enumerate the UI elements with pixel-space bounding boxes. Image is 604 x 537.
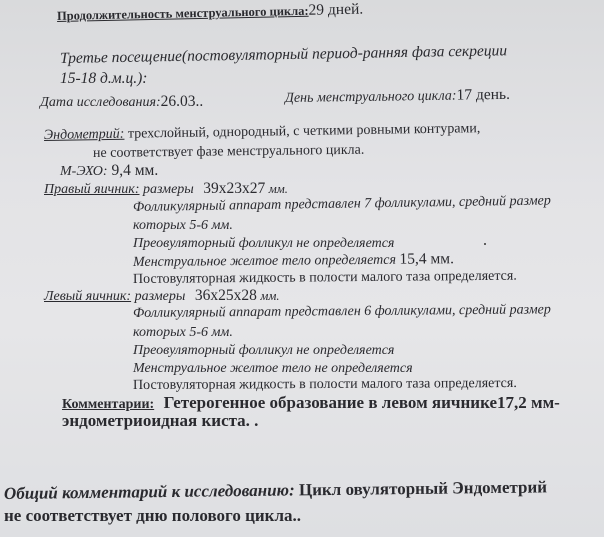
cycle-day-value: 17 день. [456, 85, 511, 104]
visit-title-line-2 [60, 71, 147, 87]
right-ovary-fluid-line [133, 269, 517, 288]
right-ovary-corpus-luteum-size: 15,4 мм. [399, 250, 455, 268]
summary-line-1 [4, 479, 547, 502]
left-ovary-label: Левый яичник: [44, 289, 132, 304]
left-ovary-follicles-line-2 [133, 325, 233, 341]
summary-line-2 [4, 508, 301, 524]
comments-text: Гетерогенное образование в левом яичнике17,2 мм- [163, 393, 560, 412]
cycle-length-value: 29 дней. [308, 0, 364, 19]
left-ovary-sizes-value: 36х25х28 [194, 287, 257, 304]
left-ovary-follicles-line-1 [133, 302, 551, 322]
date-value: 26.03.. [160, 93, 204, 110]
left-ovary-sizes-unit: мм. [260, 289, 280, 303]
right-ovary-corpus-line [133, 251, 454, 271]
comments-line-2 [62, 413, 258, 429]
left-ovary-line [44, 288, 279, 305]
visit-phase-days: 15-18 д.м.ц.): [60, 70, 148, 87]
mecho-value: 9,4 мм. [107, 162, 159, 179]
date-label: Дата исследования: [40, 95, 161, 110]
left-ovary-preovulatory: Преовуляторный фолликул не определяется [133, 343, 395, 358]
endometrium-label: Эндометрий: [43, 126, 125, 143]
date-line [40, 94, 203, 111]
endometrium-phase-note: не соответствует фазе менструального цикла. [92, 142, 365, 161]
left-ovary-preovulatory-line [133, 343, 394, 359]
left-ovary-follicles: Фолликулярный аппарат представлен 6 фолликулами, средний размер [132, 302, 551, 321]
right-ovary-label: Правый яичник: [44, 182, 140, 197]
cycle-length-line [57, 2, 364, 25]
right-ovary-preovulatory: Преовуляторный фолликул не определяется [133, 236, 395, 251]
left-ovary-fluid-line [133, 376, 517, 394]
left-ovary-corpus-line [133, 361, 413, 377]
left-ovary-sizes-label: размеры [131, 289, 186, 304]
summary-text-2: не соответствует дню полового цикла.. [4, 506, 302, 525]
visit-title: Третье посещение(постовуляторный период-ранняя фаза секреции [59, 42, 508, 67]
right-ovary-sizes-value: 39х23х27 [203, 180, 266, 197]
stray-dot [484, 243, 486, 245]
left-ovary-corpus-luteum: Менструальное желтое тело не определяется [133, 361, 413, 376]
right-ovary-fluid: Постовуляторная жидкость в полости малого таза определяется. [132, 268, 517, 287]
endometrium-description: трехслойный, однородный, с четкими ровными контурами, [124, 121, 481, 142]
endometrium-line-2 [93, 143, 364, 162]
summary-label: Общий комментарий к исследованию: [3, 480, 295, 503]
endometrium-line-1 [44, 121, 481, 144]
left-ovary-follicles-size: которых 5-6 мм. [133, 325, 233, 340]
right-ovary-follicles: Фолликулярный аппарат представлен 7 фолликулами, средний размер [132, 193, 551, 215]
right-ovary-corpus-luteum: Менструальное желтое тело определяется [132, 252, 397, 270]
cycle-day-line [285, 87, 510, 107]
comments-label: Комментарии: [62, 397, 155, 412]
cycle-length-label: Продолжительность менструального цикла: [56, 3, 309, 23]
visit-title-line-1 [60, 43, 507, 67]
summary-text: Цикл овуляторный Эндометрий [294, 477, 548, 500]
right-ovary-sizes-unit: мм. [268, 182, 288, 196]
left-ovary-fluid: Постовуляторная жидкость в полости малого таза определяется. [132, 375, 517, 393]
right-ovary-preovulatory-line [133, 236, 394, 252]
right-ovary-follicles-size: которых 5-6 мм. [133, 218, 233, 233]
cycle-day-label: День менструального цикла: [284, 88, 457, 106]
comments-text-2: эндометриоидная киста. . [62, 411, 259, 430]
right-ovary-line [44, 181, 288, 198]
mecho-label: М-ЭХО: [60, 164, 108, 179]
right-ovary-sizes-label: размеры [139, 182, 194, 197]
mecho-line [60, 163, 158, 180]
right-ovary-follicles-line-2 [133, 218, 233, 234]
